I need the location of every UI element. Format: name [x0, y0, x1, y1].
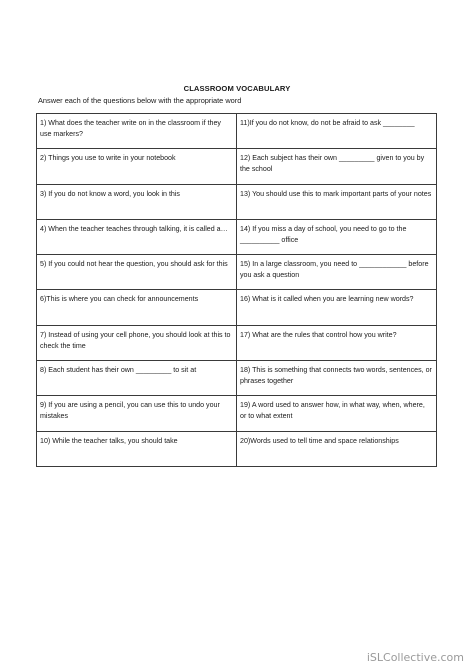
question-cell-9: 9) If you are using a pencil, you can use this to undo your mistakes: [37, 396, 237, 431]
question-cell-18: 18) This is something that connects two words, sentences, or phrases together: [237, 361, 437, 396]
question-cell-1: 1) What does the teacher write on in the classroom if they use markers?: [37, 114, 237, 149]
question-cell-13: 13) You should use this to mark important parts of your notes: [237, 184, 437, 219]
question-cell-11: 11)If you do not know, do not be afraid to ask ________: [237, 114, 437, 149]
question-cell-14: 14) If you miss a day of school, you need to go to the __________ office: [237, 219, 437, 254]
question-cell-8: 8) Each student has their own _________ to sit at: [37, 361, 237, 396]
question-cell-20: 20)Words used to tell time and space relationships: [237, 431, 437, 466]
table-row: [37, 396, 437, 431]
question-cell-12: 12) Each subject has their own _________ given to you by the school: [237, 149, 437, 184]
table-row: [37, 149, 437, 184]
table-row: [37, 431, 437, 466]
table-row: [37, 290, 437, 325]
table-row: [37, 255, 437, 290]
table-row: [37, 184, 437, 219]
site-watermark: iSLCollective.com: [366, 651, 464, 664]
worksheet-instructions: Answer each of the questions below with the appropriate word: [38, 96, 242, 105]
question-cell-19: 19) A word used to answer how, in what way, when, where, or to what extent: [237, 396, 437, 431]
table-row: [37, 361, 437, 396]
question-cell-7: 7) Instead of using your cell phone, you should look at this to check the time: [37, 325, 237, 360]
worksheet-title: CLASSROOM VOCABULARY: [183, 84, 291, 93]
question-cell-4: 4) When the teacher teaches through talking, it is called a…: [37, 219, 237, 254]
table-row: [37, 325, 437, 360]
question-cell-17: 17) What are the rules that control how you write?: [237, 325, 437, 360]
question-cell-2: 2) Things you use to write in your notebook: [37, 149, 237, 184]
question-cell-16: 16) What is it called when you are learning new words?: [237, 290, 437, 325]
table-row: [37, 114, 437, 149]
question-cell-10: 10) While the teacher talks, you should take: [37, 431, 237, 466]
question-cell-5: 5) If you could not hear the question, you should ask for this: [37, 255, 237, 290]
question-cell-3: 3) If you do not know a word, you look in this: [37, 184, 237, 219]
vocabulary-table: [36, 113, 437, 467]
question-cell-15: 15) In a large classroom, you need to ____________ before you ask a question: [237, 255, 437, 290]
question-cell-6: 6)This is where you can check for announcements: [37, 290, 237, 325]
table-row: [37, 219, 437, 254]
